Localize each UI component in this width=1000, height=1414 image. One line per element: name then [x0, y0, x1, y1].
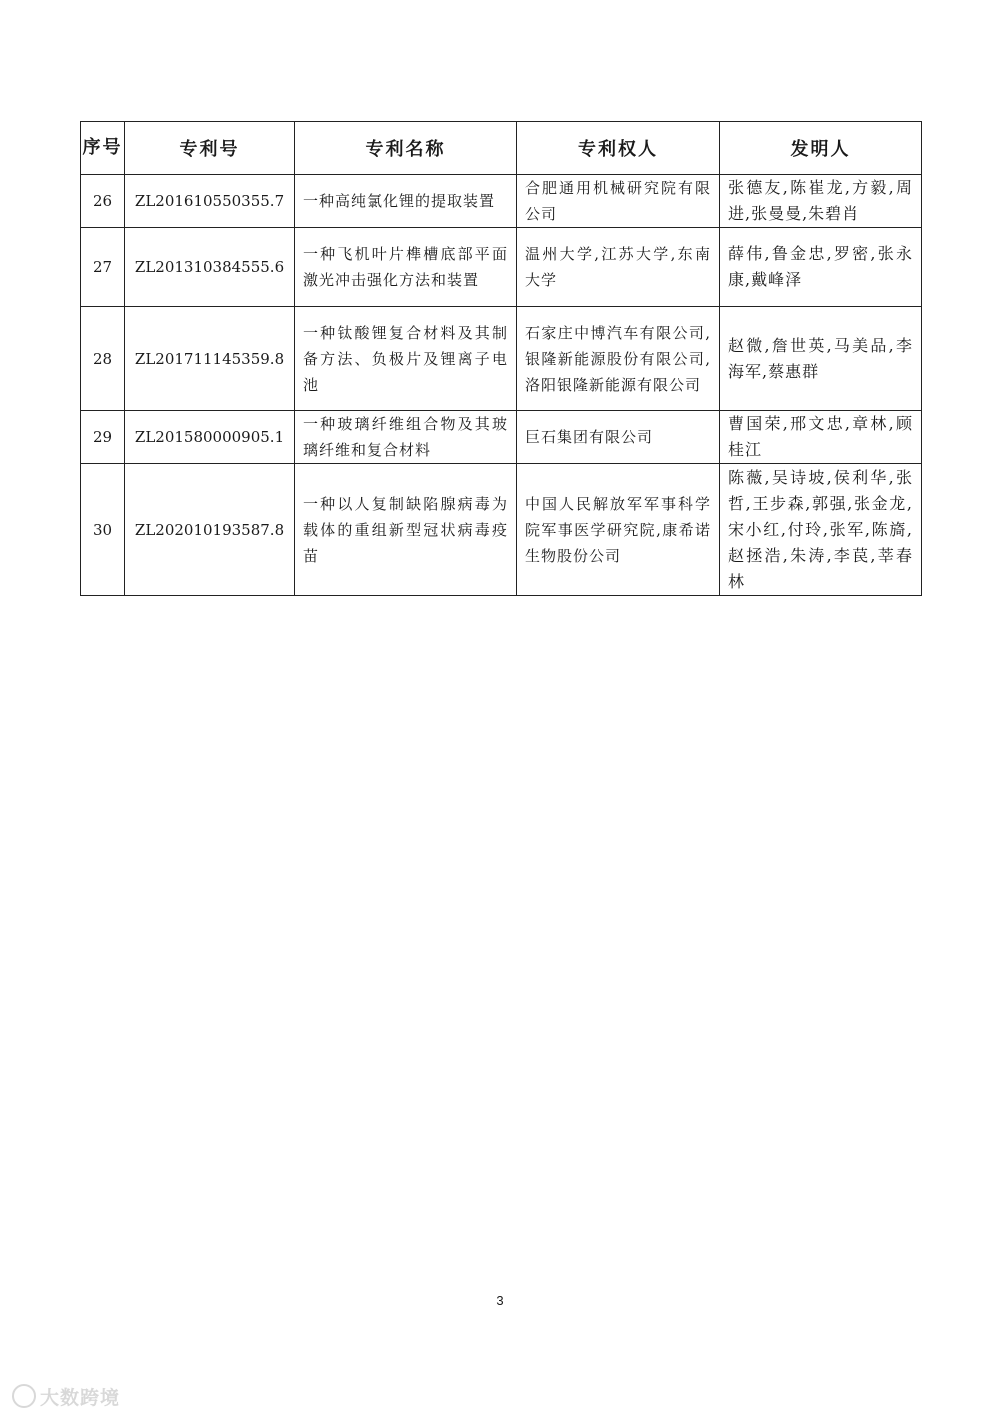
header-patent-no: 专利号 [125, 122, 295, 175]
row-patent-no: ZL201580000905.1 [125, 411, 295, 464]
header-name: 专利名称 [295, 122, 517, 175]
row-owner: 中国人民解放军军事科学院军事医学研究院,康希诺生物股份公司 [517, 464, 720, 596]
row-inventors: 曹国荣,邢文忠,章林,顾桂江 [720, 411, 922, 464]
row-patent-no: ZL202010193587.8 [125, 464, 295, 596]
row-owner: 石家庄中博汽车有限公司,银隆新能源股份有限公司,洛阳银隆新能源有限公司 [517, 307, 720, 411]
watermark [12, 1383, 120, 1410]
table-row [81, 411, 922, 464]
row-inventors: 赵微,詹世英,马美品,李海军,蔡惠群 [720, 307, 922, 411]
header-inventors: 发明人 [720, 122, 922, 175]
row-seq: 30 [81, 464, 125, 596]
row-patent-no: ZL201610550355.7 [125, 175, 295, 228]
row-owner: 巨石集团有限公司 [517, 411, 720, 464]
row-patent-no: ZL201310384555.6 [125, 228, 295, 307]
row-patent-name: 一种玻璃纤维组合物及其玻璃纤维和复合材料 [295, 411, 517, 464]
table-row [81, 228, 922, 307]
row-inventors: 薛伟,鲁金忠,罗密,张永康,戴峰泽 [720, 228, 922, 307]
row-inventors: 陈薇,吴诗坡,侯利华,张哲,王步森,郭强,张金龙,宋小红,付玲,张军,陈旖,赵拯浩,朱涛,李苠,莘春林 [720, 464, 922, 596]
page-number: 3 [496, 1293, 504, 1308]
table-row [81, 307, 922, 411]
row-patent-name: 一种飞机叶片榫槽底部平面激光冲击强化方法和装置 [295, 228, 517, 307]
row-seq: 27 [81, 228, 125, 307]
watermark-text: 大数跨境 [40, 1387, 121, 1409]
table-header-row [81, 122, 922, 175]
row-patent-name: 一种以人复制缺陷腺病毒为载体的重组新型冠状病毒疫苗 [295, 464, 517, 596]
watermark-logo-icon [12, 1384, 36, 1408]
row-seq: 28 [81, 307, 125, 411]
table-row [81, 464, 922, 596]
row-owner: 温州大学,江苏大学,东南大学 [517, 228, 720, 307]
row-inventors: 张德友,陈崔龙,方毅,周进,张曼曼,朱碧肖 [720, 175, 922, 228]
row-patent-no: ZL201711145359.8 [125, 307, 295, 411]
row-owner: 合肥通用机械研究院有限公司 [517, 175, 720, 228]
patent-table [80, 121, 922, 596]
row-seq: 29 [81, 411, 125, 464]
table-row [81, 175, 922, 228]
row-patent-name: 一种钛酸锂复合材料及其制备方法、负极片及锂离子电池 [295, 307, 517, 411]
row-patent-name: 一种高纯氯化锂的提取装置 [295, 175, 517, 228]
row-seq: 26 [81, 175, 125, 228]
header-owner: 专利权人 [517, 122, 720, 175]
header-seq: 序号 [81, 122, 125, 175]
